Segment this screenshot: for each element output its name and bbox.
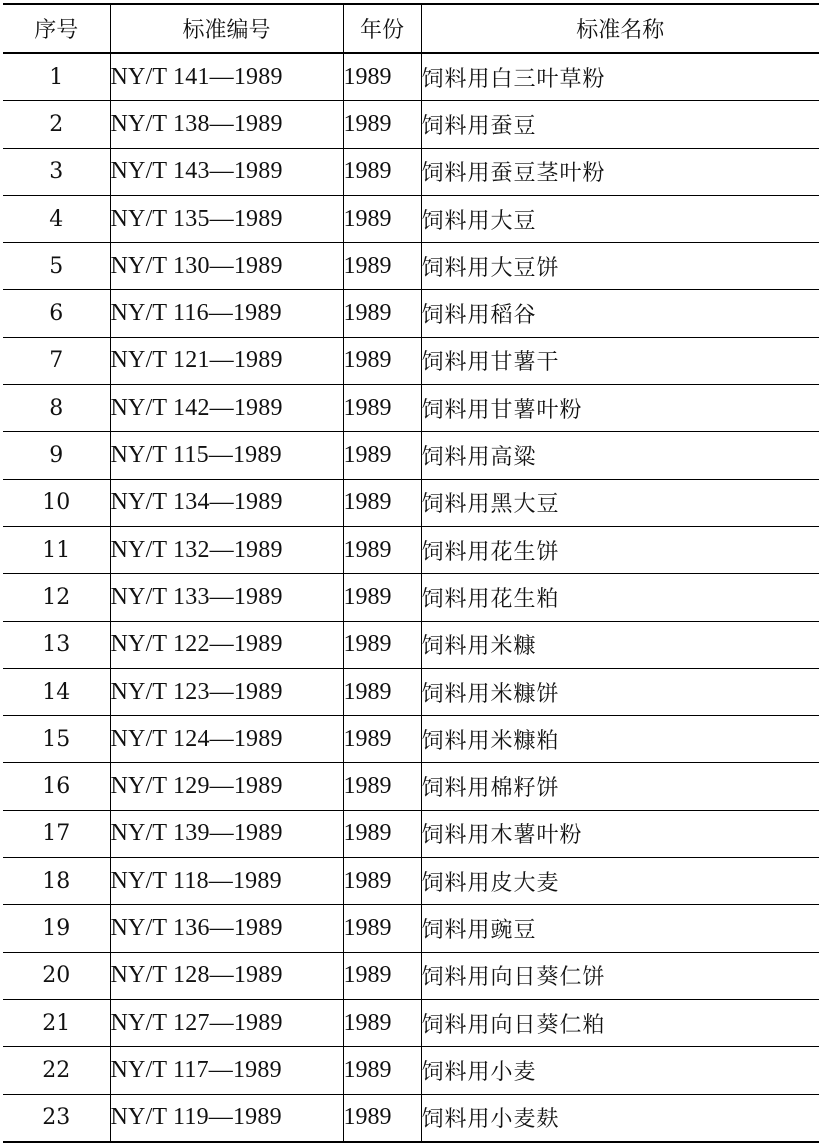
cell-year: 1989: [343, 337, 421, 384]
header-name: 标准名称: [421, 4, 819, 53]
cell-standard-code: NY/T 119—1989: [110, 1094, 343, 1142]
cell-year: 1989: [343, 101, 421, 148]
table-row: [3, 716, 819, 763]
cell-seq: 4: [3, 195, 110, 242]
cell-year: 1989: [343, 621, 421, 668]
cell-year: 1989: [343, 952, 421, 999]
cell-standard-name: 饲料用米糠饼: [421, 668, 819, 715]
cell-standard-name: 饲料用向日葵仁饼: [421, 952, 819, 999]
cell-standard-name: 饲料用小麦麸: [421, 1094, 819, 1142]
cell-year: 1989: [343, 763, 421, 810]
cell-standard-name: 饲料用小麦: [421, 1047, 819, 1094]
table-row: [3, 763, 819, 810]
cell-seq: 21: [3, 999, 110, 1046]
cell-year: 1989: [343, 290, 421, 337]
cell-standard-code: NY/T 121—1989: [110, 337, 343, 384]
table-row: [3, 53, 819, 101]
cell-seq: 16: [3, 763, 110, 810]
cell-year: 1989: [343, 1094, 421, 1142]
table-header: [3, 4, 819, 53]
cell-seq: 23: [3, 1094, 110, 1142]
cell-standard-code: NY/T 117—1989: [110, 1047, 343, 1094]
table-row: [3, 668, 819, 715]
cell-year: 1989: [343, 999, 421, 1046]
cell-standard-name: 饲料用豌豆: [421, 905, 819, 952]
table-row: [3, 1094, 819, 1142]
cell-standard-name: 饲料用花生粕: [421, 574, 819, 621]
cell-standard-code: NY/T 136—1989: [110, 905, 343, 952]
cell-seq: 12: [3, 574, 110, 621]
table-row: [3, 574, 819, 621]
cell-seq: 22: [3, 1047, 110, 1094]
cell-standard-name: 饲料用向日葵仁粕: [421, 999, 819, 1046]
cell-standard-code: NY/T 115—1989: [110, 432, 343, 479]
cell-year: 1989: [343, 668, 421, 715]
cell-seq: 17: [3, 810, 110, 857]
cell-standard-code: NY/T 122—1989: [110, 621, 343, 668]
table-row: [3, 810, 819, 857]
cell-standard-name: 饲料用米糠粕: [421, 716, 819, 763]
cell-standard-code: NY/T 127—1989: [110, 999, 343, 1046]
cell-seq: 19: [3, 905, 110, 952]
standards-table: [3, 3, 819, 1143]
cell-year: 1989: [343, 432, 421, 479]
cell-year: 1989: [343, 148, 421, 195]
cell-seq: 3: [3, 148, 110, 195]
cell-seq: 14: [3, 668, 110, 715]
cell-seq: 10: [3, 479, 110, 526]
cell-standard-code: NY/T 123—1989: [110, 668, 343, 715]
cell-standard-code: NY/T 141—1989: [110, 53, 343, 101]
table-row: [3, 290, 819, 337]
cell-standard-code: NY/T 142—1989: [110, 385, 343, 432]
table-row: [3, 432, 819, 479]
cell-standard-code: NY/T 124—1989: [110, 716, 343, 763]
cell-standard-name: 饲料用白三叶草粉: [421, 53, 819, 101]
cell-seq: 15: [3, 716, 110, 763]
table-row: [3, 621, 819, 668]
cell-standard-name: 饲料用蚕豆: [421, 101, 819, 148]
header-code: 标准编号: [110, 4, 343, 53]
cell-year: 1989: [343, 810, 421, 857]
cell-standard-name: 饲料用皮大麦: [421, 858, 819, 905]
cell-standard-name: 饲料用棉籽饼: [421, 763, 819, 810]
table-row: [3, 1047, 819, 1094]
cell-seq: 5: [3, 243, 110, 290]
table-row: [3, 905, 819, 952]
table-row: [3, 195, 819, 242]
cell-year: 1989: [343, 385, 421, 432]
cell-year: 1989: [343, 526, 421, 573]
cell-standard-code: NY/T 138—1989: [110, 101, 343, 148]
cell-seq: 7: [3, 337, 110, 384]
header-row: [3, 4, 819, 53]
cell-standard-name: 饲料用甘薯干: [421, 337, 819, 384]
cell-standard-code: NY/T 128—1989: [110, 952, 343, 999]
cell-standard-name: 饲料用稻谷: [421, 290, 819, 337]
header-year: 年份: [343, 4, 421, 53]
cell-year: 1989: [343, 1047, 421, 1094]
cell-standard-code: NY/T 132—1989: [110, 526, 343, 573]
table-body: [3, 53, 819, 1142]
header-seq: 序号: [3, 4, 110, 53]
table-row: [3, 385, 819, 432]
cell-standard-code: NY/T 135—1989: [110, 195, 343, 242]
table-row: [3, 999, 819, 1046]
cell-seq: 8: [3, 385, 110, 432]
cell-seq: 11: [3, 526, 110, 573]
table-row: [3, 526, 819, 573]
cell-standard-name: 饲料用大豆饼: [421, 243, 819, 290]
cell-standard-name: 饲料用甘薯叶粉: [421, 385, 819, 432]
cell-standard-code: NY/T 129—1989: [110, 763, 343, 810]
cell-standard-name: 饲料用大豆: [421, 195, 819, 242]
cell-year: 1989: [343, 53, 421, 101]
cell-standard-code: NY/T 116—1989: [110, 290, 343, 337]
table-row: [3, 337, 819, 384]
cell-year: 1989: [343, 243, 421, 290]
cell-year: 1989: [343, 858, 421, 905]
cell-year: 1989: [343, 195, 421, 242]
table-row: [3, 148, 819, 195]
cell-year: 1989: [343, 905, 421, 952]
cell-standard-name: 饲料用高粱: [421, 432, 819, 479]
cell-standard-code: NY/T 133—1989: [110, 574, 343, 621]
table-row: [3, 243, 819, 290]
cell-standard-code: NY/T 118—1989: [110, 858, 343, 905]
cell-standard-name: 饲料用花生饼: [421, 526, 819, 573]
cell-standard-code: NY/T 134—1989: [110, 479, 343, 526]
cell-standard-name: 饲料用黑大豆: [421, 479, 819, 526]
cell-seq: 13: [3, 621, 110, 668]
table-row: [3, 101, 819, 148]
cell-standard-code: NY/T 130—1989: [110, 243, 343, 290]
table-row: [3, 479, 819, 526]
cell-seq: 2: [3, 101, 110, 148]
table-row: [3, 952, 819, 999]
cell-year: 1989: [343, 479, 421, 526]
cell-seq: 1: [3, 53, 110, 101]
cell-seq: 20: [3, 952, 110, 999]
cell-seq: 6: [3, 290, 110, 337]
cell-standard-name: 饲料用木薯叶粉: [421, 810, 819, 857]
cell-year: 1989: [343, 716, 421, 763]
cell-seq: 18: [3, 858, 110, 905]
cell-standard-code: NY/T 143—1989: [110, 148, 343, 195]
cell-standard-name: 饲料用米糠: [421, 621, 819, 668]
cell-seq: 9: [3, 432, 110, 479]
cell-standard-code: NY/T 139—1989: [110, 810, 343, 857]
cell-standard-name: 饲料用蚕豆茎叶粉: [421, 148, 819, 195]
cell-year: 1989: [343, 574, 421, 621]
table-row: [3, 858, 819, 905]
